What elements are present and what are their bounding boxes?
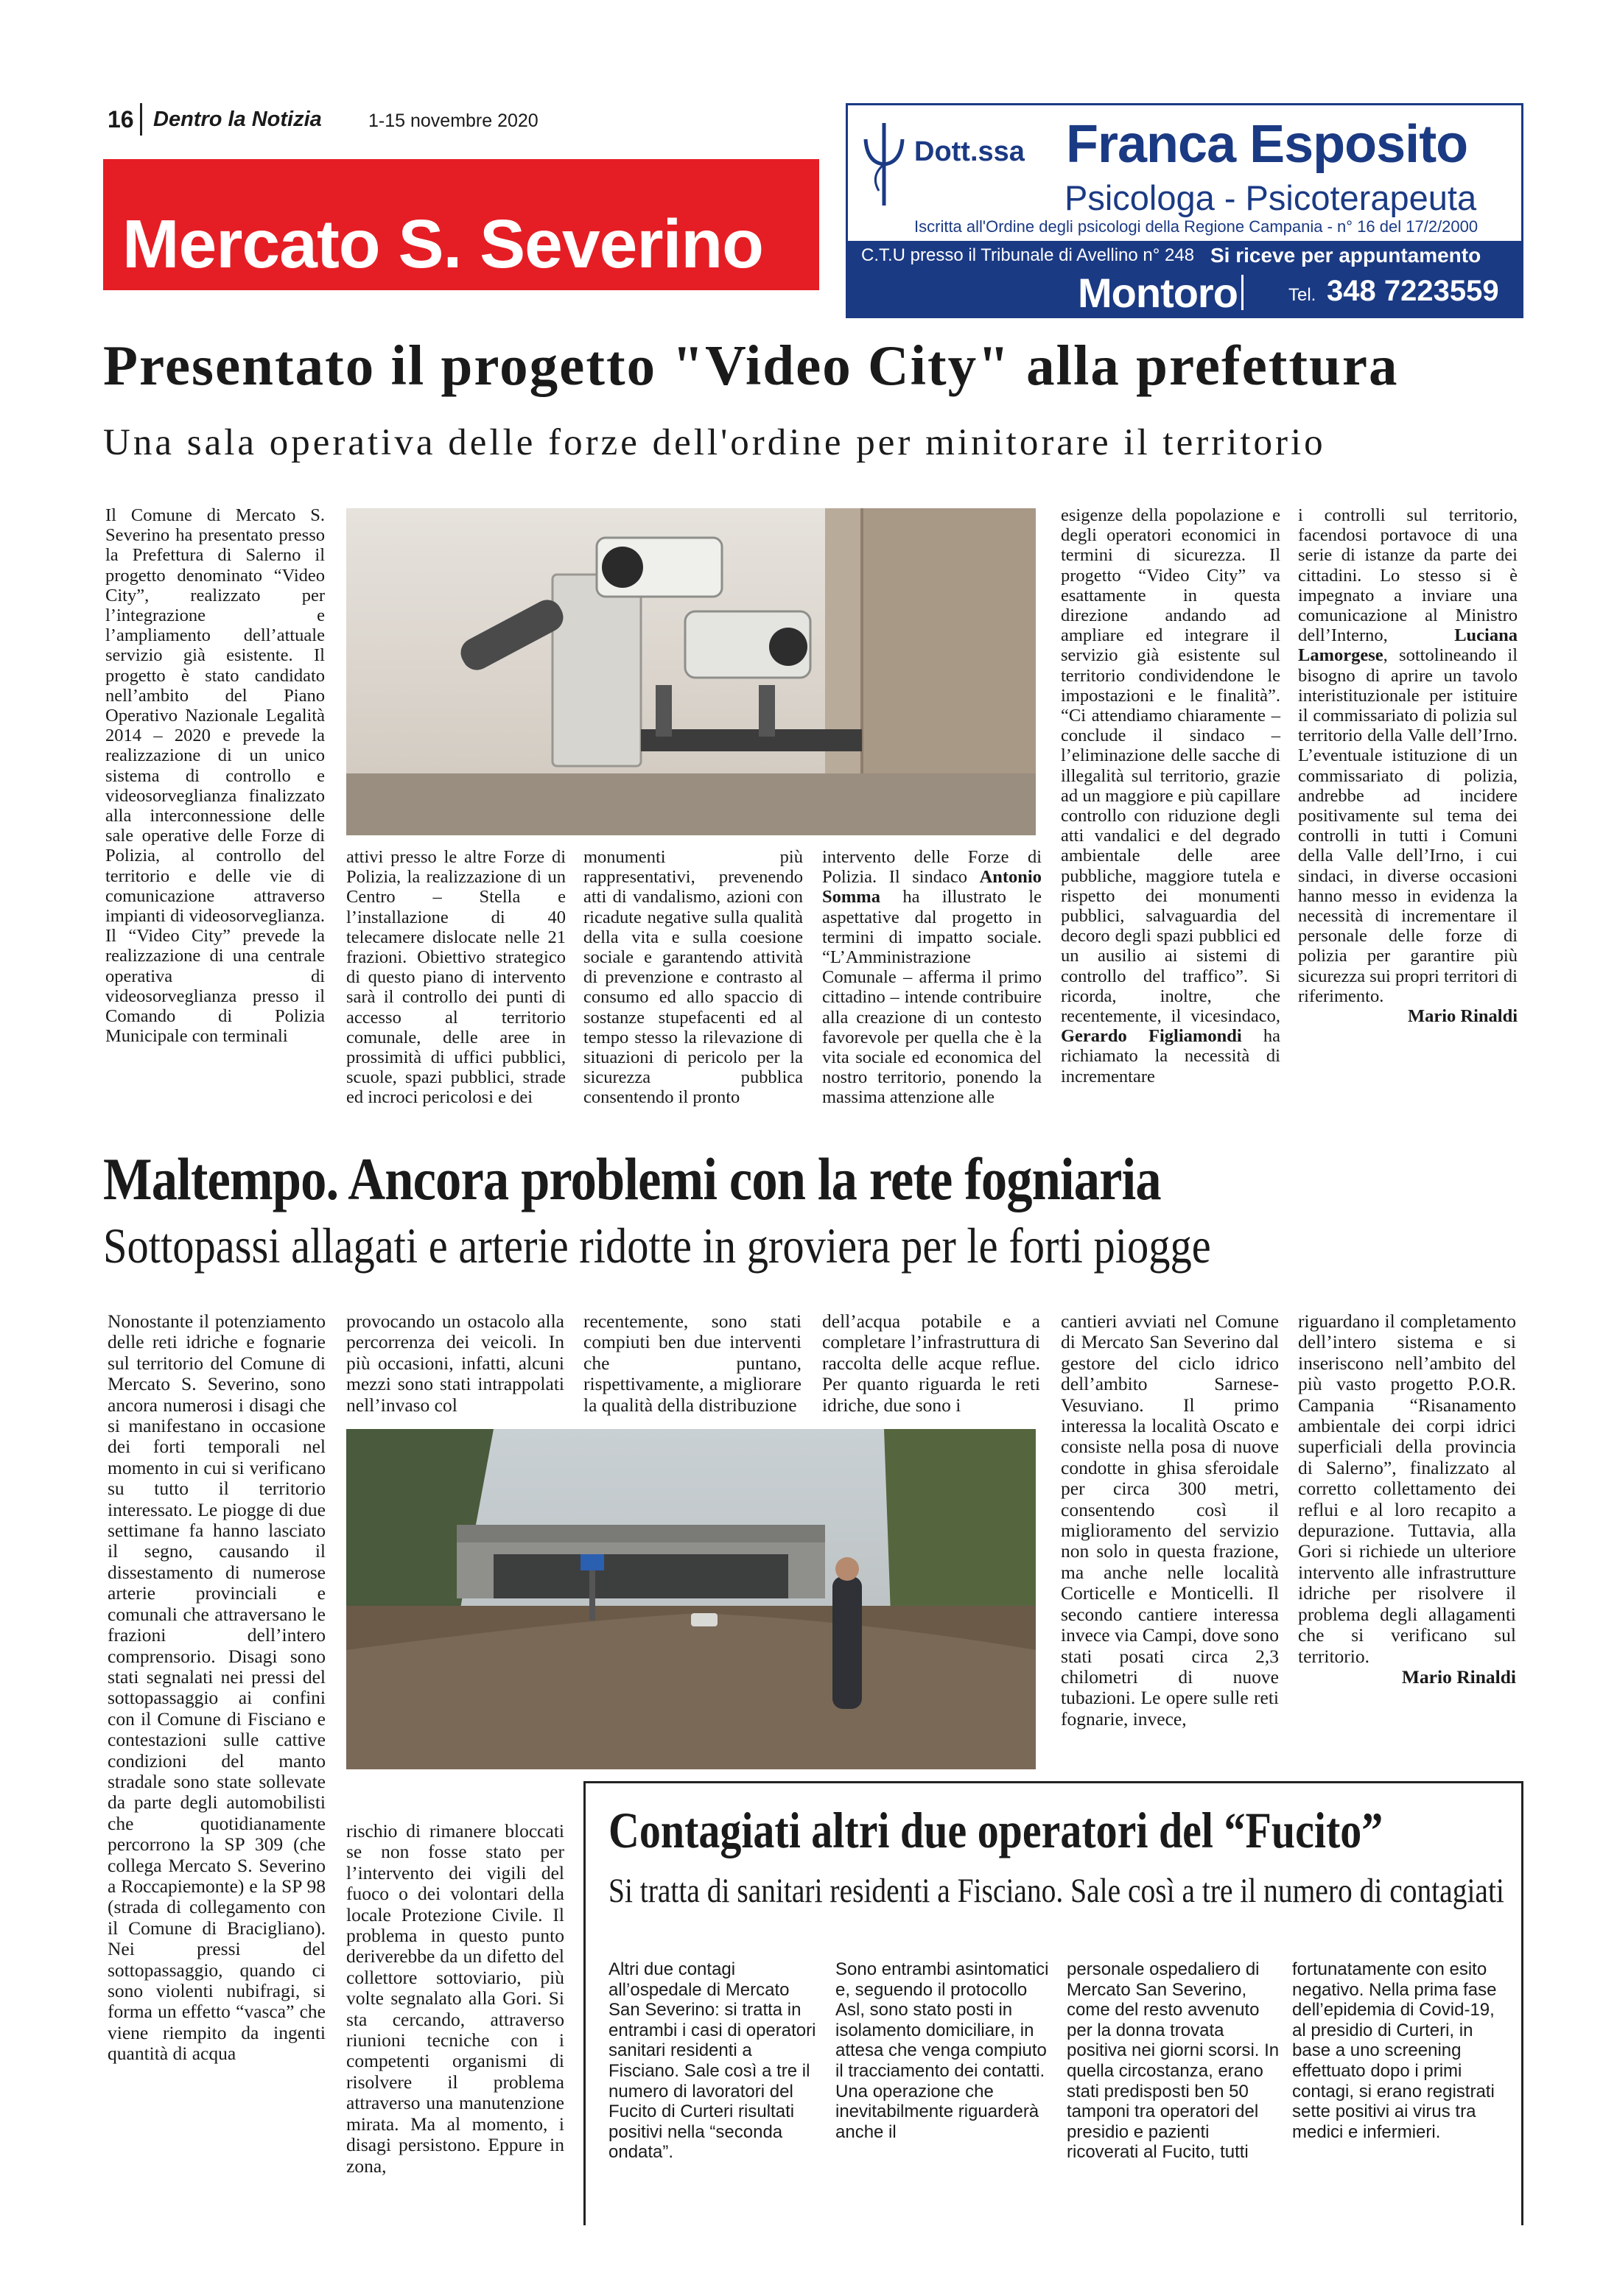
article1-column-4-text-b: ha illustrato le aspettative dal progetto in termini di impatto sociale. “L’Amministrazione Comunale – afferma il primo cittadino – intende contribuire alla creazione di un contesto favorevole per quella che è la vita sociale ed economica del nostro territorio, ponendo la massima attenzione alle	[822, 887, 1042, 1108]
issue-date: 1-15 novembre 2020	[368, 110, 539, 131]
ad-tel-label: Tel.	[1288, 285, 1316, 305]
ad-divider	[1241, 275, 1244, 310]
ad-ctu: C.T.U presso il Tribunale di Avellino n° 248	[861, 245, 1195, 265]
article1-column-6	[1298, 505, 1518, 1026]
section-name: Dentro la Notizia	[153, 108, 322, 131]
minister-name: Luciana Lamorgese	[1298, 625, 1518, 666]
article1-byline: Mario Rinaldi	[1407, 1006, 1518, 1027]
article2-column-5: cantieri avviati nel Comune di Mercato San Severino dal gestore del ciclo idrico dell’ambito Sarnese-Vesuviano. Il primo interessa la località Oscato e consiste nella posa di nuove condotte in ghisa sferoidale per circa 300 metri, consentendo così il miglioramento del servizio non solo in questa frazione, ma anche nelle località Corticelle e Monticelli. Il secondo cantiere interessa invece via Campi, dove sono stati posati circa 2,3 chilometri di nuove tubazioni. Le opere sulle reti fognarie, invece,	[1061, 1310, 1279, 1730]
ad-title-prefix: Dott.ssa	[914, 136, 1025, 167]
article2-headline: Maltempo. Ancora problemi con la rete fogniaria	[103, 1145, 1161, 1212]
flooded-underpass-photo	[346, 1429, 1036, 1769]
town-banner-title: Mercato S. Severino	[122, 206, 763, 282]
town-banner	[103, 159, 819, 290]
article1-column-4	[822, 847, 1042, 1108]
article2-byline: Mario Rinaldi	[1401, 1665, 1516, 1688]
vice-mayor-name: Gerardo Figliamondi	[1061, 1026, 1242, 1047]
article2-column-6-text: riguardano il completamento dell’intero sistema e si inseriscono nell’ambito del più vasto progetto P.O.R. Campania “Risanamento ambientale dei corpi idrici superficiali della provincia di Salerno”, finalizzato al corretto collettamento dei reflui e al loro recapito a depurazione. Tuttavia, alla Gori si richiede un ulteriore intervento alle infrastrutture idriche per risolvere il problema degli allagamenti che si verificano sul territorio.	[1298, 1310, 1516, 1667]
ad-appointment: Si riceve per appuntamento	[1210, 244, 1481, 267]
article1-column-5-text-a: esigenze della popolazione e degli operatori economici in termini di sicurezza. Il progetto “Video City” va esattamente in questa direzione andando ad ampliare ed integrare il servizio già esistente sul territorio condividendone le impostazioni e le finalità”. “Ci attendiamo chiaramente – conclude il sindaco – l’eliminazione delle sacche di illegalità sul territorio, grazie ad un maggiore e più capillare controllo con riduzione degli atti vandalici e del degrado ambientale delle aree pubbliche, maggiore tutela e rispetto dei monumenti pubblici, salvaguardia del decoro degli spazi pubblici ed un ausilio ai sistemi di controllo del traffico”. Si ricorda, inoltre, che recentemente, il vicesindaco,	[1061, 505, 1280, 1027]
article2-column-2: provocando un ostacolo alla percorrenza dei veicoli. In più occasioni, infatti, alcuni mezzi sono stati intrappolati nell’invaso col	[346, 1310, 564, 1416]
ad-profession: Psicologa - Psicoterapeuta	[1064, 178, 1477, 217]
article1-column-6-text-b: , sottolineando il bisogno di aprire un tavolo interistituzionale per istituire il commissariato di polizia sul territorio della Valle dell’Irno. L’eventuale istituzione di un commissariato di polizia, andrebbe ad incidere positivamente sul tema dei controlli in tutti i Comuni della Valle dell’Irno, i cui sindaci, in diverse occasioni hanno messo in evidenza la necessità di incrementare il personale delle forze di polizia per garantire più sicurezza sui propri territori di riferimento.	[1298, 645, 1518, 1006]
ad-registration: Iscritta all'Ordine degli psicologi della Regione Campania - n° 16 del 17/2/2000	[914, 217, 1479, 236]
article2-column-6	[1298, 1311, 1516, 1688]
article3-column-1: Altri due contagi all’ospedale di Mercato San Severino: si tratta in entrambi i casi di operatori sanitari residenti a Fisciano. Sale così a tre il numero di lavoratori del Fucito di Curteri risultati positivi nella “seconda ondata”.	[608, 1959, 816, 2163]
cctv-cameras-photo	[346, 508, 1036, 835]
article1-column-5	[1061, 505, 1280, 1086]
page-number: 16	[108, 106, 134, 133]
article1-column-2: attivi presso le altre Forze di Polizia, la realizzazione di un Centro – Stella e l’installazione di 40 telecamere dislocate nelle 21 frazioni. Obiettivo strategico di questo piano di intervento sarà il controllo dei punti di accesso al territorio comunale, delle aree in prossimità di uffici pubblici, scuole, spazi pubblici, strade ed incroci pericolosi e dei	[346, 847, 566, 1108]
article1-headline: Presentato il progetto "Video City" alla prefettura	[103, 334, 1399, 397]
ad-phone: 348 7223559	[1327, 275, 1499, 307]
article3-column-2: Sono entrambi asintomatici e, seguendo il protocollo Asl, sono stato posti in isolamento domiciliare, in attesa che venga compiuto il tracciamento dei contatti. Una operazione che inevitabilmente riguarderà anche il	[835, 1959, 1049, 2142]
article2-subheadline: Sottopassi allagati e arterie ridotte in groviera per le forti piogge	[103, 1218, 1211, 1274]
article2-column-4: dell’acqua potabile e a completare l’infrastruttura di raccolta delle acque reflue. Per quanto riguarda le reti idriche, due sono i	[822, 1310, 1040, 1416]
article1-column-3: monumenti più rappresentativi, prevenendo atti di vandalismo, azioni con ricadute negative sulla qualità della vita e sulla coesione sociale e garantendo attività di prevenzione e contrasto al consumo ed allo spaccio di sostanze stupefacenti ed al tempo stesso la rilevazione di situazioni di pericolo per la sicurezza pubblica consentendo il pronto	[583, 847, 803, 1108]
article1-column-1: Il Comune di Mercato S. Severino ha presentato presso la Prefettura di Salerno il progetto denominato “Video City”, realizzato per l’integrazione e l’ampliamento dell’attuale servizio già esistente. Il progetto è stato candidato nell’ambito del Piano Operativo Nazionale Legalità 2014 – 2020 e prevede la realizzazione di un unico sistema di controllo e videosorveglianza finalizzato alla interconnessione delle sale operative delle Forze di Polizia, al controllo del territorio e delle vie di comunicazione attraverso impianti di videosorveglianza. Il “Video City” prevede la realizzazione di una centrale operativa di videosorveglianza presso il Comando di Polizia Municipale con terminali	[105, 505, 325, 1047]
article3-column-3: personale ospedaliero di Mercato San Severino, come del resto avvenuto per la donna trovata positiva nei giorni scorsi. In quella circostanza, erano stati predisposti ben 50 tamponi tra operatori del presidio e pazienti ricoverati al Fucito, tutti	[1067, 1959, 1280, 2163]
article2-column-2-continued: rischio di rimanere bloccati se non fosse stato per l’intervento dei vigili del fuoco o dei volontari della locale Protezione Civile. Il problema in questo punto deriverebbe da un difetto del collettore sottoviario, più volte segnalato alla Gori. Si sta cercando, attraverso riunioni tecniche con i competenti organismi di risolvere il problema attraverso una manutenzione mirata. Ma al momento, i disagi persistono. Eppure in zona,	[346, 1820, 564, 2177]
article3-column-4: fortunatamente con esito negativo. Nella prima fase dell’epidemia di Covid-19, al presidio di Curteri, in base a uno screening effettuato dopo i primi contagi, si erano registrati sette positivi ai virus tra medici e infermieri.	[1292, 1959, 1497, 2142]
article2-column-3: recentemente, sono stati compiuti ben due interventi che puntano, rispettivamente, a migliorare la qualità della distribuzione	[583, 1310, 802, 1416]
ad-town: Montoro	[1078, 270, 1238, 316]
ad-contact-bar	[848, 241, 1521, 316]
article1-subheadline: Una sala operativa delle forze dell'ordine per minitorare il territorio	[103, 422, 1326, 463]
article2-column-1: Nonostante il potenziamento delle reti idriche e fognarie sul territorio del Comune di Mercato S. Severino, sono ancora numerosi i disagi che si manifestano in occasione dei forti temporali nel momento in cui si verificano su tutto il territorio interessato. Le piogge di due settimane fa hanno lasciato il segno, causando il dissestamento di numerose arterie provinciali e comunali che attraversano le frazioni dell’intero comprensorio. Disagi sono stati segnalati nei pressi del sottopassaggio ai confini con il Comune di Fisciano e contestazioni sulle cattive condizioni del manto stradale sono state sollevate da parte degli automobilisti che quotidianamente percorrono la SP 309 (che collega Mercato S. Severino a Roccapiemonte) e la SP 98 (strada di collegamento con il Comune di Bracigliano). Nei pressi del sottopassaggio, quando ci sono violenti nubifragi, si forma un effetto “vasca” che viene riempito da ingenti quantità di acqua	[108, 1310, 326, 2065]
article1-column-4-text-a: intervento delle Forze di Polizia. Il sindaco	[822, 847, 1042, 888]
article3-subheadline: Si tratta di sanitari residenti a Fisciano. Sale così a tre il numero di contagiati	[608, 1872, 1504, 1910]
ad-name: Franca Esposito	[1066, 115, 1468, 174]
psi-logo-icon	[863, 120, 905, 207]
article1-column-6-text-a: i controlli sul territorio, facendosi portavoce di una serie di istanze da parte dei cittadini. Lo stesso si è impegnato a inviare una comunicazione al Ministro dell’Interno,	[1298, 505, 1518, 646]
psychologist-ad	[846, 103, 1523, 318]
header-divider	[140, 103, 142, 136]
article1-column-5-text-b: ha richiamato la necessità di incrementare	[1061, 1026, 1280, 1086]
mayor-name: Antonio Somma	[822, 867, 1042, 907]
article3-headline: Contagiati altri due operatori del “Fucito”	[608, 1802, 1383, 1858]
